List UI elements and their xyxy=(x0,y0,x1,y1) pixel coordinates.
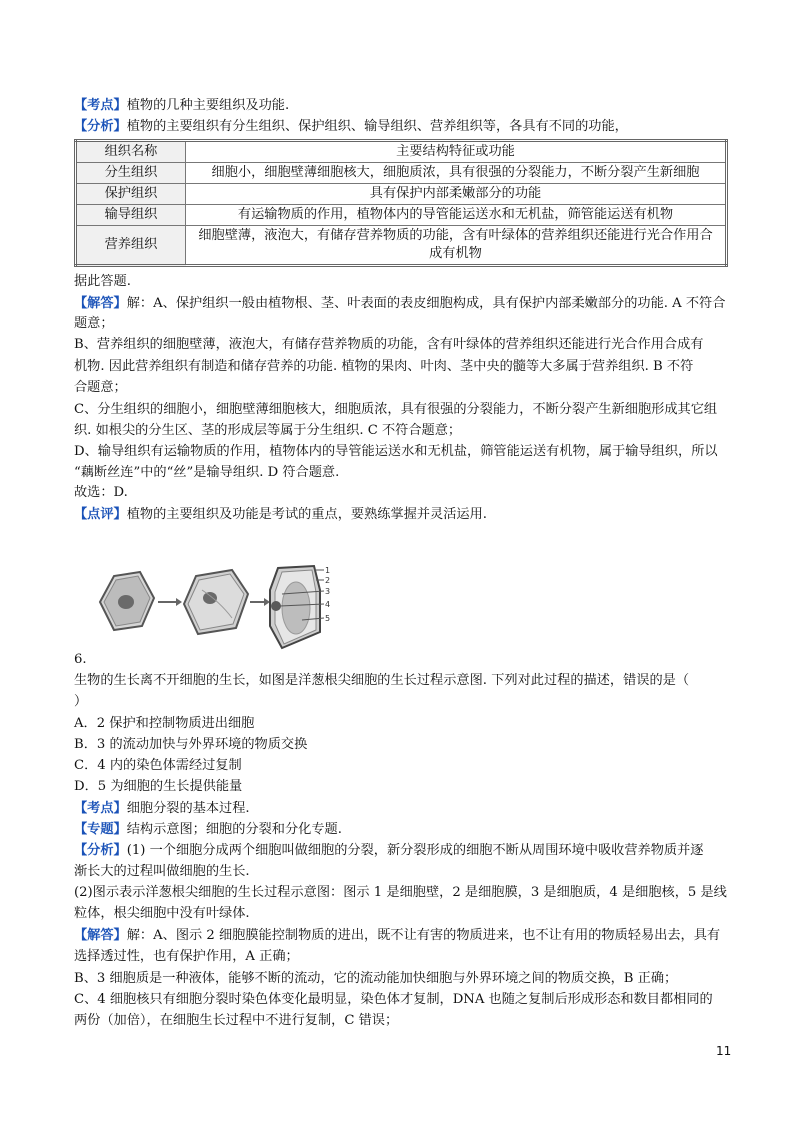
question-stem: ） xyxy=(74,694,88,709)
cell-growth-figure xyxy=(92,562,338,650)
dianping-line xyxy=(74,505,487,525)
figure-label: 3 xyxy=(325,587,331,596)
jieda-text: 合题意； xyxy=(74,380,127,395)
fenxi-text: (2)图示表示洋葱根尖细胞的生长过程示意图：图示 1 是细胞壁，2 是细胞膜，3 是细胞质，4 是细胞核，5 是线 xyxy=(74,885,727,900)
table-cell: 细胞小，细胞壁薄细胞核大，细胞质浓，具有很强的分裂能力，不断分裂产生新细胞 xyxy=(186,163,727,184)
jieda-line xyxy=(74,294,725,314)
dianping-text: 植物的主要组织及功能是考试的重点，要熟练掌握并灵活运用. xyxy=(126,507,488,522)
table-cell: 保护组织 xyxy=(76,184,186,205)
question-number: 6. xyxy=(74,652,87,667)
table-cell: 输导组织 xyxy=(76,205,186,226)
fenxi-text: 渐长大的过程叫做细胞的生长. xyxy=(74,864,250,879)
table-cell-line: 细胞壁薄，液泡大，有储存营养物质的功能，含有叶绿体的营养组织还能进行光合作用合 xyxy=(198,228,713,243)
fenxi-tag: 【分析】 xyxy=(74,843,127,858)
fenxi-text: 植物的主要组织有分生组织、保护组织、输导组织、营养组织等，各具有不同的功能， xyxy=(126,119,628,134)
page-number: 11 xyxy=(716,1044,732,1058)
arrow-icon xyxy=(176,598,182,606)
small-cell-image xyxy=(100,572,154,630)
jieda-text: 题意； xyxy=(74,316,114,331)
figure-label: 2 xyxy=(325,576,331,585)
kaodian-tag: 【考点】 xyxy=(74,98,127,113)
table-row xyxy=(76,163,727,184)
fenxi-tag: 【分析】 xyxy=(74,119,127,134)
jieda-text: B、营养组织的细胞壁薄，液泡大，有储存营养物质的功能，含有叶绿体的营养组织还能进行光合作用合成有 xyxy=(74,337,704,352)
kaodian-line xyxy=(74,96,289,116)
table-cell: 营养组织 xyxy=(76,226,186,266)
jieda-text: C、4 细胞核只有细胞分裂时染色体变化最明显，染色体才复制，DNA 也随之复制后形成形态和数目都相同的 xyxy=(74,992,713,1007)
jieda-tag: 【解答】 xyxy=(74,928,127,943)
table-header-row xyxy=(76,141,727,163)
option-d: D．5 为细胞的生长提供能量 xyxy=(74,779,243,794)
figure-label: 5 xyxy=(325,614,331,623)
jieda-tag: 【解答】 xyxy=(74,296,127,311)
q6-zhuanti-line xyxy=(74,820,342,840)
jieda-text: 解：A、保护组织一般由植物根、茎、叶表面的表皮细胞构成，具有保护内部柔嫩部分的功能. A 不符合 xyxy=(126,296,726,311)
q6-kaodian-line xyxy=(74,799,250,819)
medium-cell-image xyxy=(184,570,248,634)
large-cell-image xyxy=(270,566,324,648)
jieda-text: D、输导组织有运输物质的作用，植物体内的导管能运送水和无机盐，筛管能运送有机物，属于输导组织，所以 xyxy=(74,444,718,459)
table-cell xyxy=(186,226,727,266)
table-cell: 分生组织 xyxy=(76,163,186,184)
table-row xyxy=(76,226,727,266)
jieda-text: 两份（加倍），在细胞生长过程中不进行复制，C 错误； xyxy=(74,1013,399,1028)
table-cell: 有运输物质的作用，植物体内的导管能运送水和无机盐，筛管能运送有机物 xyxy=(186,205,727,226)
kaodian-tag: 【考点】 xyxy=(74,801,127,816)
figure-label: 4 xyxy=(325,600,331,609)
table-cell-line: 成有机物 xyxy=(429,246,482,261)
jieda-text: C、分生组织的细胞小，细胞壁薄细胞核大，细胞质浓，具有很强的分裂能力，不断分裂产生新细胞形成其它组 xyxy=(74,402,718,417)
figure-label: 1 xyxy=(325,566,331,575)
table-row xyxy=(76,205,727,226)
table-header-cell: 组织名称 xyxy=(76,141,186,163)
jieda-text: 故选：D. xyxy=(74,485,128,500)
jieda-text: 机物. 因此营养组织有制造和储存营养的功能. 植物的果肉、叶肉、茎中央的髓等大多属于营养组织. B 不符 xyxy=(74,359,694,374)
table-header-cell: 主要结构特征或功能 xyxy=(186,141,727,163)
tissue-table xyxy=(74,139,728,267)
fenxi-line xyxy=(74,117,628,137)
after-table-text: 据此答题. xyxy=(74,274,131,289)
table-row xyxy=(76,184,727,205)
question-stem: 生物的生长离不开细胞的生长，如图是洋葱根尖细胞的生长过程示意图. 下列对此过程的描述，错误的是（ xyxy=(74,673,690,688)
zhuanti-tag: 【专题】 xyxy=(74,822,127,837)
fenxi-text: (1) 一个细胞分成两个细胞叫做细胞的分裂，新分裂形成的细胞不断从周围环境中吸收营养物质并逐 xyxy=(126,843,704,858)
q6-fenxi-line xyxy=(74,841,704,861)
option-b: B．3 的流动加快与外界环境的物质交换 xyxy=(74,737,308,752)
kaodian-text: 细胞分裂的基本过程. xyxy=(126,801,250,816)
jieda-text: 选择透过性，也有保护作用，A 正确； xyxy=(74,949,299,964)
jieda-text: “藕断丝连”中的“丝”是输导组织. D 符合题意. xyxy=(74,465,340,480)
table-cell: 具有保护内部柔嫩部分的功能 xyxy=(186,184,727,205)
kaodian-text: 植物的几种主要组织及功能. xyxy=(126,98,290,113)
jieda-text: B、3 细胞质是一种液体，能够不断的流动，它的流动能加快细胞与外界环境之间的物质交换，B 正确； xyxy=(74,971,678,986)
fenxi-text: 粒体，根尖细胞中没有叶绿体. xyxy=(74,906,250,921)
q6-jieda-line xyxy=(74,926,720,946)
zhuanti-text: 结构示意图；细胞的分裂和分化专题. xyxy=(126,822,342,837)
option-a: A．2 保护和控制物质进出细胞 xyxy=(74,716,255,731)
option-c: C．4 内的染色体需经过复制 xyxy=(74,758,242,773)
jieda-text: 解：A、图示 2 细胞膜能控制物质的进出，既不让有害的物质进来，也不让有用的物质轻易出去，具有 xyxy=(126,928,721,943)
dianping-tag: 【点评】 xyxy=(74,507,127,522)
jieda-text: 织. 如根尖的分生区、茎的形成层等属于分生组织. C 不符合题意； xyxy=(74,423,462,438)
